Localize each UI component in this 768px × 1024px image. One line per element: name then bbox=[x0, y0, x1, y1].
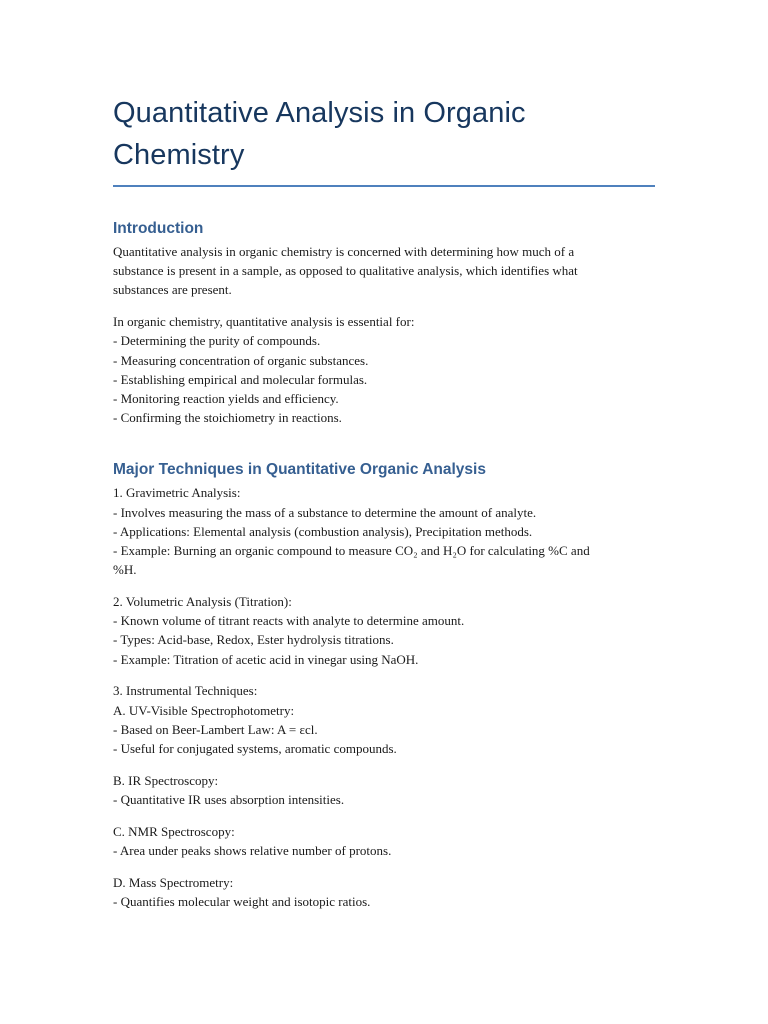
list-item: - Based on Beer-Lambert Law: A = εcl. bbox=[113, 721, 318, 737]
ir-section bbox=[113, 771, 655, 809]
list-item: - Quantifies molecular weight and isotopic ratios. bbox=[113, 894, 371, 910]
gravimetric-section bbox=[113, 483, 655, 579]
text-line: 3. Instrumental Techniques: bbox=[113, 683, 258, 699]
list-item: - Types: Acid-base, Redox, Ester hydrolysis titrations. bbox=[113, 632, 394, 648]
text-line: 2. Volumetric Analysis (Titration): bbox=[113, 594, 292, 610]
list-item: - Determining the purity of compounds. bbox=[113, 333, 321, 349]
text-line: C. NMR Spectroscopy: bbox=[113, 823, 235, 839]
list-item: - Known volume of titrant reacts with analyte to determine amount. bbox=[113, 613, 465, 629]
list-item: - Monitoring reaction yields and efficiency. bbox=[113, 391, 339, 407]
text-line: %H. bbox=[113, 562, 137, 578]
list-item: - Area under peaks shows relative number of protons. bbox=[113, 843, 392, 859]
list-item: - Applications: Elemental analysis (combustion analysis), Precipitation methods. bbox=[113, 523, 533, 539]
instrumental-section bbox=[113, 681, 655, 758]
volumetric-section bbox=[113, 592, 655, 669]
list-item: - Involves measuring the mass of a substance to determine the amount of analyte. bbox=[113, 504, 537, 520]
text-line: Quantitative analysis in organic chemistry is concerned with determining how much of a bbox=[113, 244, 575, 259]
introduction-heading: Introduction bbox=[113, 220, 204, 237]
title-underline bbox=[113, 185, 655, 187]
text-line: substances are present. bbox=[113, 282, 232, 298]
list-item: - Establishing empirical and molecular formulas. bbox=[113, 371, 368, 387]
text-line: In organic chemistry, quantitative analysis is essential for: bbox=[113, 314, 415, 330]
document-title: Quantitative Analysis in Organic Chemistry bbox=[113, 97, 526, 171]
list-item: - Example: Burning an organic compound to measure CO₂ and H₂O for calculating %C and bbox=[113, 543, 590, 559]
list-item: - Confirming the stoichiometry in reactions. bbox=[113, 410, 342, 426]
mass-spec-section bbox=[113, 873, 655, 911]
list-item: - Example: Titration of acetic acid in vinegar using NaOH. bbox=[113, 651, 419, 667]
list-item: - Useful for conjugated systems, aromatic compounds. bbox=[113, 741, 397, 757]
text-line: substance is present in a sample, as opposed to qualitative analysis, which identifies what bbox=[113, 263, 578, 279]
text-line: 1. Gravimetric Analysis: bbox=[113, 485, 241, 501]
text-line: D. Mass Spectrometry: bbox=[113, 874, 234, 890]
major-techniques-heading: Major Techniques in Quantitative Organic Analysis bbox=[113, 461, 486, 479]
intro-paragraph-1 bbox=[113, 242, 655, 300]
list-item: - Quantitative IR uses absorption intensities. bbox=[113, 792, 345, 808]
text-line: B. IR Spectroscopy: bbox=[113, 772, 219, 788]
list-item: - Measuring concentration of organic substances. bbox=[113, 352, 369, 368]
nmr-section bbox=[113, 822, 655, 860]
document-page bbox=[113, 92, 655, 911]
text-line: A. UV-Visible Spectrophotometry: bbox=[113, 702, 295, 718]
intro-paragraph-2 bbox=[113, 312, 655, 427]
